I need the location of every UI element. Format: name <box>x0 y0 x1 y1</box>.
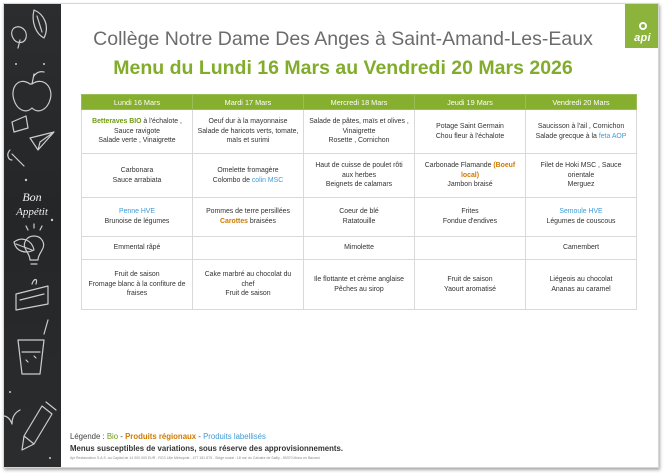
menu-cell <box>193 110 304 154</box>
table-row <box>82 237 637 260</box>
dish-line: orientale <box>567 171 595 179</box>
chalkboard-sidebar <box>4 4 61 468</box>
label-keyword: (Boeuf <box>493 161 516 169</box>
menu-page <box>3 3 659 468</box>
menu-cell <box>415 110 526 154</box>
page-subtitle: Menu du Lundi 16 Mars au Vendredi 20 Mars 2026 <box>113 57 573 79</box>
dish-line: Merguez <box>567 181 595 189</box>
dish-line: Légumes de couscous <box>546 218 616 225</box>
table-row <box>82 154 637 198</box>
leaf-doodle <box>33 10 46 38</box>
dish-line: Fruit de saison <box>225 290 271 298</box>
day-header: Mardi 17 Mars <box>193 95 304 110</box>
dish-line: Pommes de terre persillées <box>206 208 290 216</box>
dish-line: Saucisson à l'ail , Cornichon <box>537 122 625 130</box>
dish-line <box>86 207 188 217</box>
dish-line: chef <box>241 280 255 288</box>
dish-line: Haut de cuisse de poulet rôti <box>315 161 403 169</box>
dish-line: Fruit de saison <box>114 270 160 278</box>
day-header: Vendredi 20 Mars <box>526 95 637 110</box>
dish-line: Cake marbré au chocolat du <box>204 270 292 278</box>
dish-line: Salade verte , Vinaigrette <box>98 137 176 145</box>
legend-regional: Produits régionaux <box>125 432 197 441</box>
table-header-row <box>82 95 637 110</box>
company-logo <box>625 4 659 48</box>
dish-line: Omelette fromagère <box>217 166 279 174</box>
dish-line: maïs et surimi <box>226 137 270 145</box>
dish-line: Liégeois au chocolat <box>549 275 613 283</box>
whisk-doodle <box>8 150 24 166</box>
dish-line: Fruit de saison <box>447 275 493 283</box>
menu-cell <box>82 110 193 154</box>
menu-table <box>81 94 637 310</box>
legend-prefix: Légende : <box>70 432 107 441</box>
dish-line: Camembert <box>563 244 599 252</box>
label-keyword: Betteraves BIO <box>92 117 142 125</box>
menu-cell <box>304 198 415 237</box>
day-header: Jeudi 19 Mars <box>415 95 526 110</box>
dish-line: Yaourt aromatisé <box>444 285 496 293</box>
table-row <box>82 198 637 237</box>
label-keyword: Semoule HVE <box>559 208 603 216</box>
dish-line: Brunoise de légumes <box>104 218 170 225</box>
menu-cell <box>415 237 526 260</box>
dish-line: Salade de pâtes, maïs et olives , <box>309 117 409 125</box>
menu-cell <box>193 260 304 310</box>
sweet-doodle <box>12 116 28 132</box>
menu-cell <box>415 260 526 310</box>
chalk-text-appetit: Appétit <box>16 206 48 218</box>
dish-line <box>419 171 521 181</box>
day-header: Lundi 16 Mars <box>82 95 193 110</box>
menu-cell <box>82 260 193 310</box>
menu-cell <box>304 260 415 310</box>
menu-cell <box>415 198 526 237</box>
table-row <box>82 260 637 310</box>
menu-cell <box>304 237 415 260</box>
sprout-doodle <box>4 410 20 424</box>
page-title: Collège Notre Dame Des Anges à Saint-Amand-Les-Eaux <box>93 28 593 50</box>
dish-line: Rosette , Cornichon <box>328 137 390 145</box>
dish-line: Sauce ravigote <box>114 127 160 135</box>
dish-line: Jambon braisé <box>447 181 493 189</box>
day-header: Mercredi 18 Mars <box>304 95 415 110</box>
cake-doodle <box>16 280 48 311</box>
dish-line: Carbonara <box>120 166 154 174</box>
menu-cell <box>415 154 526 198</box>
dish-line: Emmental râpé <box>113 244 161 252</box>
legend-separator: - <box>196 432 204 441</box>
menu-cell <box>193 154 304 198</box>
dish-line: Salade grecque à la feta AOP <box>535 132 627 140</box>
menu-cell <box>526 260 637 310</box>
dish-line: fraises <box>126 290 148 298</box>
dish-line: Ratatouille <box>342 218 376 225</box>
company-fine-print: Api Restauration S.A.S. au Capital de 14 000 000 EUR - RCS Lille Métropole - 477 181 875 - Siège social : 18 rue du Calvaire de Sailly - 59370 Mons en Baroeul <box>70 456 321 460</box>
variation-note: Menus susceptibles de variations, sous réserve des approvisionnements. <box>70 444 343 453</box>
menu-cell <box>526 154 637 198</box>
dish-line <box>530 207 632 217</box>
dish-line: Oeuf dur à la mayonnaise <box>208 117 288 125</box>
dish-line: aux herbes <box>341 171 377 179</box>
dish-line: Vinaigrette <box>342 127 376 135</box>
dish-line: Coeur de blé <box>339 208 379 216</box>
legend <box>70 432 266 441</box>
bulb-doodle <box>24 224 43 264</box>
dish-line: Chou fleur à l'échalote <box>435 132 505 140</box>
logo-text: api <box>634 32 651 44</box>
dish-line: Potage Saint Germain <box>436 122 504 130</box>
dish-line: Sauce arrabiata <box>112 176 162 184</box>
dish-line: Pêches au sirop <box>334 285 384 293</box>
label-keyword: feta AOP <box>598 132 627 140</box>
menu-cell <box>526 237 637 260</box>
label-keyword: Carottes <box>220 218 248 225</box>
drink-doodle <box>18 320 48 374</box>
dish-line: Beignets de calamars <box>325 181 393 189</box>
table-row <box>82 110 637 154</box>
menu-cell <box>82 237 193 260</box>
dish-line: Fromage blanc à la confiture de <box>88 280 186 288</box>
pencil-doodle <box>22 402 56 450</box>
dish-line: Filet de Hoki MSC , Sauce <box>540 161 622 169</box>
menu-cell <box>526 110 637 154</box>
legend-labellise: Produits labellisés <box>203 432 266 441</box>
label-keyword: Penne HVE <box>118 208 155 216</box>
dish-line: Frites <box>461 208 479 216</box>
dish-line: Colombo de colin MSC <box>212 176 284 184</box>
logo-icon <box>639 22 647 30</box>
menu-cell <box>82 154 193 198</box>
dish-line: Salade de haricots verts, tomate, <box>197 127 299 135</box>
menu-cell <box>193 198 304 237</box>
dish-line: Betteraves BIO à l'échalote , <box>92 117 182 125</box>
menu-cell <box>82 198 193 237</box>
dish-line: Mimolette <box>344 244 374 252</box>
menu-cell <box>304 110 415 154</box>
menu-cell <box>304 154 415 198</box>
dish-line: Carottes braisées <box>220 218 276 225</box>
dish-line: Ile flottante et crème anglaise <box>313 275 404 283</box>
legend-bio: Bio <box>106 432 119 441</box>
label-keyword: local) <box>461 171 479 179</box>
chalk-text-bon: Bon <box>22 190 42 204</box>
radish-doodle <box>12 27 27 48</box>
chalk-doodles <box>4 4 61 468</box>
apple-doodle <box>13 72 51 111</box>
plane-doodle <box>30 132 54 150</box>
dish-line: Ananas au caramel <box>551 285 611 293</box>
menu-cell <box>526 198 637 237</box>
dish-line: Carbonade Flamande (Boeuf <box>424 161 516 169</box>
menu-cell <box>193 237 304 260</box>
label-keyword: colin MSC <box>251 176 284 184</box>
legend-separator: - <box>118 432 126 441</box>
dish-line: Fondue d'endives <box>442 218 498 225</box>
